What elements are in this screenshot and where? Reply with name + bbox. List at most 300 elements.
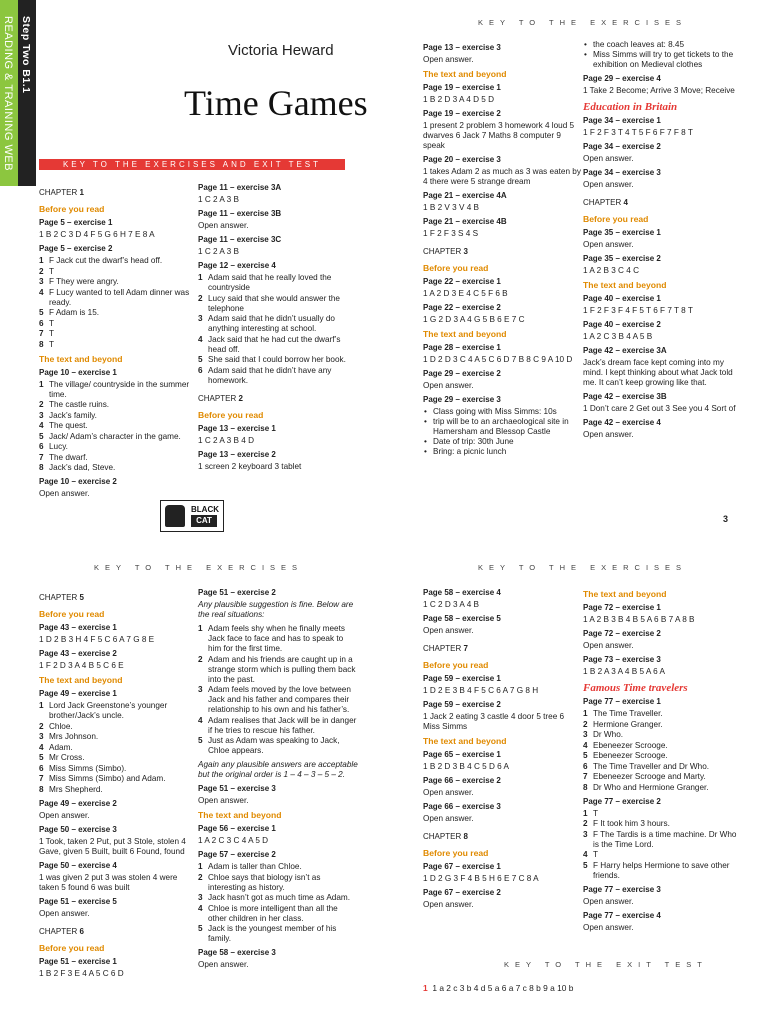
list-item — [39, 774, 199, 784]
numbered-list — [583, 809, 743, 881]
bullet-item: • Miss Simms will try to get tickets to the exhibition on Medieval clothes — [583, 50, 743, 70]
exercise-heading: Page 51 – exercise 1 — [39, 956, 117, 966]
list-item-number: 5 — [198, 736, 203, 745]
list-item-number: 1 — [198, 624, 203, 633]
answer-text: 1 Jack 2 eating 3 castle 4 door 5 tree 6 Miss Simms — [423, 712, 565, 731]
chapter-number: 2 — [238, 393, 243, 403]
answer-text: Open answer. — [198, 221, 249, 230]
list-item-number: 2 — [39, 400, 44, 409]
exercise-heading: Page 13 – exercise 2 — [198, 449, 276, 459]
list-item — [198, 273, 358, 293]
list-item — [198, 873, 358, 893]
list-item-number: 2 — [198, 872, 203, 882]
list-item-text: Adam is taller than Chloe. — [208, 862, 302, 871]
list-item-text: Chloe says that biology isn’t as interesting as history. — [208, 872, 321, 892]
list-item — [198, 366, 358, 386]
chapter-label: CHAPTER — [39, 188, 78, 197]
list-item — [39, 743, 199, 753]
list-item-number: 5 — [39, 753, 44, 762]
list-item-number: 7 — [583, 772, 588, 781]
exercise-heading: Page 21 – exercise 4B — [423, 217, 507, 226]
chapter-label: CHAPTER — [423, 644, 462, 653]
answer-text: 1 F 2 D 3 A 4 B 5 C 6 E — [39, 661, 124, 670]
exercise-heading: Page 34 – exercise 2 — [583, 142, 661, 151]
answer-text: Open answer. — [39, 810, 90, 820]
numbered-list — [198, 273, 358, 386]
feature-heading: Famous Time travelers — [583, 682, 688, 694]
exercise-heading: Page 51 – exercise 3 — [198, 784, 276, 793]
answer-text: Open answer. — [423, 900, 474, 909]
list-item-text: Adam said that he didn’t usually do anything interesting at school. — [208, 314, 335, 333]
answer-text: 1 D 2 G 3 F 4 B 5 H 6 E 7 C 8 A — [423, 874, 539, 883]
list-item-number: 4 — [198, 903, 203, 913]
exercise-heading: Page 22 – exercise 1 — [423, 277, 501, 286]
list-item — [198, 904, 358, 924]
list-item — [583, 850, 743, 860]
list-item-text: The Time Traveller. — [593, 709, 663, 718]
answer-text: 1 F 2 F 3 F 4 F 5 T 6 F 7 T 8 T — [583, 306, 693, 315]
answer-text: 1 takes Adam 2 as much as 3 was eaten by 4 there were 5 strange dream — [423, 167, 581, 186]
list-item-text: Miss Simms (Simbo) and Adam. — [49, 774, 166, 783]
list-item-text: Chloe is more intelligent than all the other children in her class. — [208, 903, 338, 923]
list-item — [583, 809, 743, 819]
section-heading: The text and beyond — [423, 736, 507, 746]
list-item-text: The quest. — [49, 421, 88, 430]
section-heading: Before you read — [39, 942, 105, 953]
answer-text: 1 Take 2 Become; Arrive 3 Move; Receive — [583, 86, 735, 95]
bullet-item: • Class going with Miss Simms: 10s — [423, 407, 583, 417]
exercise-heading: Page 77 – exercise 2 — [583, 796, 661, 806]
list-item — [583, 830, 743, 850]
list-item-text: Ebeneezer Scrooge and Marty. — [593, 772, 706, 781]
list-item-text: Adam feels moved by the love between Jack and his father and compares their relationship to his own and his father’s. — [208, 685, 351, 714]
chapter-label: CHAPTER — [423, 247, 462, 256]
list-item-number: 5 — [583, 860, 588, 870]
bullet-item: • Date of trip: 30th June — [423, 437, 583, 447]
chapter-number: 5 — [79, 593, 84, 602]
list-item-text: Jack/ Adam’s character in the game. — [49, 431, 181, 441]
column-3 — [423, 40, 583, 461]
list-item-text: Hermione Granger. — [593, 719, 663, 729]
list-item-text: F Lucy wanted to tell Adam dinner was ready. — [49, 287, 190, 307]
list-item-text: Dr Who. — [593, 730, 624, 739]
list-item-text: Mr Cross. — [49, 753, 85, 762]
exercise-heading: Page 72 – exercise 1 — [583, 603, 661, 612]
list-item-text: The village/ countryside in the summer time. — [49, 379, 190, 399]
section-heading: The text and beyond — [423, 329, 507, 339]
list-item — [583, 709, 743, 719]
list-item — [39, 722, 199, 732]
list-item-number: 2 — [583, 719, 588, 729]
section-heading: Before you read — [423, 660, 489, 670]
cat-icon — [165, 505, 185, 527]
exercise-heading: Page 66 – exercise 2 — [423, 776, 501, 785]
exercise-heading: Page 57 – exercise 2 — [198, 850, 276, 859]
note-text: Any plausible suggestion is fine. Below are the real situations: — [198, 600, 354, 619]
list-item — [39, 701, 199, 721]
list-item-number: 1 — [39, 701, 44, 710]
answer-text: 1 A 2 C 3 B 4 A 5 B — [583, 332, 653, 341]
column-8 — [583, 585, 743, 937]
chapter-heading — [583, 198, 743, 208]
list-item-number: 2 — [39, 266, 44, 276]
list-item — [583, 720, 743, 730]
answer-text: 1 B 2 D 3 B 4 C 5 D 6 A — [423, 762, 510, 771]
list-item-text: Mrs Johnson. — [49, 732, 99, 741]
exercise-heading: Page 65 – exercise 1 — [423, 750, 501, 759]
chapter-heading — [39, 188, 199, 198]
list-item-text: Jack said that he had cut the dwarf’s head off. — [208, 334, 341, 354]
list-item-text: Adam said that he really loved the countryside — [208, 273, 332, 292]
list-item-number: 2 — [583, 819, 588, 828]
list-item — [39, 411, 199, 421]
answer-text: 1 A 2 C 3 C 4 A 5 D — [198, 836, 269, 845]
list-item — [39, 308, 199, 318]
numbered-list — [39, 701, 199, 795]
list-item-text: The castle ruins. — [49, 400, 110, 409]
exercise-heading: Page 19 – exercise 2 — [423, 109, 501, 118]
chapter-number: 6 — [79, 926, 84, 936]
list-item — [39, 329, 199, 339]
exercise-heading: Page 73 – exercise 3 — [583, 655, 661, 664]
list-item-number: 8 — [39, 784, 44, 794]
list-item — [198, 716, 358, 736]
chapter-heading — [423, 644, 583, 654]
list-item-number: 6 — [39, 318, 44, 328]
list-item-number: 1 — [39, 256, 44, 265]
list-item — [198, 314, 358, 334]
chapter-number: 3 — [463, 247, 468, 256]
list-item-number: 1 — [198, 273, 203, 282]
exercise-heading: Page 43 – exercise 2 — [39, 649, 117, 658]
list-item-number: 3 — [39, 277, 44, 286]
column-1 — [39, 180, 199, 503]
bullet-list — [583, 40, 743, 70]
bullet-item: • trip will be to an archaeological site in Hamersham and Blessop Castle — [423, 417, 583, 437]
exercise-heading: Page 34 – exercise 3 — [583, 168, 661, 177]
answer-text: Open answer. — [423, 55, 474, 64]
list-item — [198, 685, 358, 715]
list-item-text: F Adam is 15. — [49, 308, 100, 317]
list-item — [39, 785, 199, 795]
answer-text: Open answer. — [583, 922, 634, 932]
section-heading: Before you read — [423, 848, 489, 858]
list-item — [198, 736, 358, 756]
list-item-number: 6 — [198, 365, 203, 375]
chapter-label: CHAPTER — [198, 393, 237, 403]
list-item-text: T — [49, 339, 55, 349]
side-tab-level: Step Two B1.1 — [20, 16, 32, 94]
list-item-number: 4 — [198, 334, 203, 344]
list-item-number: 4 — [583, 740, 588, 750]
list-item — [198, 294, 358, 314]
exercise-heading: Page 51 – exercise 5 — [39, 896, 117, 906]
author-name: Victoria Heward — [228, 42, 334, 59]
exercise-heading: Page 22 – exercise 2 — [423, 303, 501, 312]
exercise-heading: Page 42 – exercise 3B — [583, 392, 667, 401]
list-item-text: Miss Simms (Simbo). — [49, 763, 127, 773]
exercise-heading: Page 10 – exercise 2 — [39, 477, 117, 486]
chapter-heading — [198, 394, 358, 404]
list-item-number: 6 — [583, 761, 588, 771]
list-item — [583, 819, 743, 829]
list-item-number: 8 — [39, 463, 44, 472]
list-item — [39, 277, 199, 287]
list-item — [583, 783, 743, 793]
list-item-number: 5 — [39, 431, 44, 441]
list-item-text: Dr Who and Hermione Granger. — [593, 782, 709, 792]
list-item — [583, 861, 743, 881]
exercise-heading: Page 66 – exercise 3 — [423, 802, 501, 811]
exit-test-answer-text: 1 a 2 c 3 b 4 d 5 a 6 a 7 c 8 b 9 a 10 b — [432, 983, 574, 993]
list-item-number: 8 — [39, 339, 44, 349]
list-item-text: T — [49, 329, 55, 338]
list-item-text: Ebeneezer Scrooge. — [593, 740, 668, 750]
list-item-text: Lucy. — [49, 442, 68, 451]
list-item-text: Mrs Shepherd. — [49, 784, 103, 794]
page-header-bottom-right: KEY TO THE EXERCISES — [478, 563, 688, 572]
list-item-text: Chloe. — [49, 721, 73, 731]
list-item-text: Jack hasn’t got as much time as Adam. — [208, 893, 350, 902]
list-item — [583, 772, 743, 782]
list-item-number: 3 — [583, 829, 588, 839]
exercise-heading: Page 58 – exercise 4 — [423, 588, 501, 597]
list-item-text: Jack’s family. — [49, 410, 97, 420]
exercise-heading: Page 29 – exercise 3 — [423, 395, 501, 404]
exercise-heading: Page 59 – exercise 1 — [423, 674, 501, 683]
chapter-heading — [39, 927, 199, 937]
chapter-number: 1 — [79, 188, 84, 197]
answer-text: 1 F 2 F 3 S 4 S — [423, 229, 479, 238]
section-heading: Before you read — [39, 609, 105, 619]
answer-text: 1 C 2 A 3 B — [198, 247, 239, 256]
list-item — [583, 730, 743, 740]
bullet-item: • the coach leaves at: 8.45 — [583, 40, 743, 50]
list-item-number: 6 — [39, 763, 44, 773]
bullet-item: • Bring: a picnic lunch — [423, 447, 583, 457]
numbered-list — [39, 380, 199, 474]
side-tab — [0, 0, 36, 186]
list-item-number: 2 — [198, 654, 203, 664]
list-item-text: F It took him 3 hours. — [593, 819, 670, 828]
answer-text: 1 D 2 E 3 B 4 F 5 C 6 A 7 G 8 H — [423, 686, 539, 695]
list-item — [39, 400, 199, 410]
exercise-heading: Page 11 – exercise 3C — [198, 235, 282, 244]
answer-text: Open answer. — [198, 960, 249, 969]
list-item — [198, 924, 358, 944]
exercise-heading: Page 19 – exercise 1 — [423, 83, 501, 92]
list-item-number: 4 — [583, 850, 588, 859]
exercise-heading: Page 67 – exercise 1 — [423, 862, 501, 871]
list-item-number: 3 — [39, 732, 44, 741]
exercise-heading: Page 40 – exercise 1 — [583, 294, 661, 303]
list-item-text: Lucy said that she would answer the telephone — [208, 293, 340, 313]
answer-text: 1 A 2 B 3 C 4 C — [583, 266, 639, 275]
list-item-number: 7 — [39, 329, 44, 338]
page-header-top: KEY TO THE EXERCISES — [478, 18, 688, 27]
list-item-number: 5 — [583, 751, 588, 760]
exercise-heading: Page 58 – exercise 5 — [423, 614, 501, 623]
section-heading: The text and beyond — [198, 810, 282, 820]
book-title: Time Games — [184, 83, 368, 123]
list-item-number: 4 — [39, 287, 44, 297]
list-item-text: She said that I could borrow her book. — [208, 355, 346, 364]
list-item-text: Adam and his friends are caught up in a strange storm which is pulling them back into the past. — [208, 654, 356, 684]
list-item — [198, 893, 358, 903]
list-item-text: The dwarf. — [49, 452, 88, 462]
logo-text-bottom: CAT — [191, 515, 217, 527]
chapter-label: CHAPTER — [583, 198, 622, 207]
answer-text: 1 C 2 A 3 B 4 D — [198, 435, 254, 445]
section-heading: The text and beyond — [583, 589, 667, 599]
column-6 — [198, 585, 358, 974]
answer-text: Open answer. — [583, 430, 634, 439]
list-item — [39, 732, 199, 742]
list-item-number: 1 — [39, 379, 44, 389]
list-item — [39, 421, 199, 431]
list-item-text: Adam said that he didn’t have any homework. — [208, 365, 332, 385]
column-4 — [583, 40, 743, 444]
list-item-number: 3 — [39, 410, 44, 420]
section-heading: The text and beyond — [583, 280, 667, 290]
page-number: 3 — [723, 514, 729, 524]
exercise-heading: Page 21 – exercise 4A — [423, 191, 507, 200]
list-item — [583, 751, 743, 761]
list-item — [39, 340, 199, 350]
exercise-heading: Page 58 – exercise 3 — [198, 948, 276, 957]
list-item-text: F The Tardis is a time machine. Dr Who is the Time Lord. — [593, 829, 737, 849]
list-item-text: Just as Adam was speaking to Jack, Chloe appears. — [208, 736, 340, 755]
list-item-text: F Jack cut the dwarf’s head off. — [49, 256, 163, 265]
chapter-label: CHAPTER — [39, 593, 78, 602]
list-item-number: 8 — [583, 782, 588, 792]
list-item-number: 6 — [39, 442, 44, 451]
answer-text: Open answer. — [583, 641, 634, 650]
answer-text: 1 B 2 C 3 D 4 F 5 G 6 H 7 E 8 A — [39, 230, 155, 239]
note-text: Again any plausible answers are acceptable but the original order is 1 – 4 – 3 – 5 – 2. — [198, 760, 358, 779]
answer-text: Open answer. — [423, 788, 474, 797]
exercise-heading: Page 77 – exercise 4 — [583, 910, 661, 920]
exit-test-answers — [423, 983, 573, 993]
list-item-number: 7 — [39, 452, 44, 462]
list-item-text: Adam feels shy when he finally meets Jack face to face and has to speak to him for the first time. — [208, 624, 345, 653]
section-heading: The text and beyond — [423, 69, 507, 79]
list-item-number: 2 — [198, 293, 203, 303]
answer-text: Open answer. — [423, 626, 474, 635]
answer-text: 1 B 2 A 3 A 4 B 5 A 6 A — [583, 667, 665, 676]
exercise-heading: Page 35 – exercise 1 — [583, 228, 661, 237]
exercise-heading: Page 13 – exercise 1 — [198, 423, 276, 433]
side-tab-series: READING & TRAINING WEB — [2, 16, 14, 172]
exit-test-number: 1 — [423, 983, 428, 993]
list-item-text: T — [49, 318, 55, 328]
list-item-text: Adam. — [49, 742, 73, 752]
list-item-text: F They were angry. — [49, 277, 119, 286]
chapter-heading — [423, 832, 583, 842]
feature-heading: Education in Britain — [583, 101, 678, 113]
answer-text: Open answer. — [583, 240, 634, 249]
list-item — [39, 753, 199, 763]
exercise-heading: Page 12 – exercise 4 — [198, 261, 276, 270]
chapter-heading — [39, 593, 199, 603]
list-item — [198, 862, 358, 872]
list-item-number: 7 — [39, 774, 44, 783]
list-item-number: 1 — [583, 709, 588, 718]
answer-text: 1 B 2 F 3 E 4 A 5 C 6 D — [39, 968, 124, 978]
exercise-heading: Page 5 – exercise 1 — [39, 218, 113, 227]
list-item-text: The Time Traveller and Dr Who. — [593, 761, 710, 771]
exercise-heading: Page 59 – exercise 2 — [423, 700, 501, 709]
exercise-heading: Page 56 – exercise 1 — [198, 824, 276, 833]
answer-text: 1 present 2 problem 3 homework 4 loud 5 dwarves 6 Jack 7 Maths 8 computer 9 speak — [423, 121, 575, 150]
list-item — [39, 764, 199, 774]
page-header-bottom-left: KEY TO THE EXERCISES — [94, 563, 304, 572]
answer-text: 1 A 2 D 3 E 4 C 5 F 6 B — [423, 289, 508, 298]
answer-text: 1 G 2 D 3 A 4 G 5 B 6 E 7 C — [423, 315, 525, 324]
list-item — [39, 463, 199, 473]
list-item-number: 3 — [198, 893, 203, 902]
list-item — [198, 335, 358, 355]
chapter-number: 8 — [463, 832, 468, 841]
exercise-heading: Page 77 – exercise 1 — [583, 697, 661, 706]
exercise-heading: Page 49 – exercise 2 — [39, 798, 117, 808]
key-bar: KEY TO THE EXERCISES AND EXIT TEST — [39, 159, 345, 170]
exercise-heading: Page 5 – exercise 2 — [39, 244, 113, 253]
answer-text: Open answer. — [39, 489, 90, 498]
list-item — [39, 256, 199, 266]
list-item-number: 3 — [198, 685, 203, 694]
list-item — [39, 380, 199, 400]
exercise-heading: Page 11 – exercise 3A — [198, 183, 282, 192]
list-item-text: T — [593, 850, 599, 859]
answer-text: 1 B 2 V 3 V 4 B — [423, 203, 479, 212]
answer-text: 1 D 2 B 3 H 4 F 5 C 6 A 7 G 8 E — [39, 635, 155, 644]
exercise-heading: Page 20 – exercise 3 — [423, 155, 501, 164]
exercise-heading: Page 29 – exercise 2 — [423, 369, 501, 378]
section-heading: The text and beyond — [39, 353, 123, 364]
exercise-heading: Page 35 – exercise 2 — [583, 254, 661, 263]
list-item-text: Lord Jack Greenstone’s younger brother/Jack’s uncle. — [49, 701, 168, 720]
exercise-heading: Page 40 – exercise 2 — [583, 320, 661, 329]
exercise-heading: Page 77 – exercise 3 — [583, 884, 661, 894]
list-item — [198, 655, 358, 685]
list-item — [39, 288, 199, 308]
list-item-number: 3 — [198, 314, 203, 323]
chapter-number: 4 — [623, 198, 628, 207]
section-heading: The text and beyond — [39, 675, 123, 685]
exercise-heading: Page 42 – exercise 3A — [583, 346, 667, 355]
list-item — [198, 355, 358, 365]
chapter-label: CHAPTER — [423, 832, 462, 841]
list-item — [39, 319, 199, 329]
chapter-heading — [423, 247, 583, 257]
exercise-heading: Page 42 – exercise 4 — [583, 418, 661, 427]
list-item-text: T — [49, 266, 55, 276]
list-item-number: 5 — [198, 924, 203, 933]
column-2 — [198, 180, 358, 476]
exercise-heading: Page 43 – exercise 1 — [39, 623, 117, 632]
exercise-heading: Page 67 – exercise 2 — [423, 888, 501, 897]
exercise-heading: Page 49 – exercise 1 — [39, 689, 117, 698]
exercise-heading: Page 34 – exercise 1 — [583, 116, 661, 125]
answer-text: 1 Don’t care 2 Get out 3 See you 4 Sort of — [583, 404, 736, 413]
exercise-heading: Page 50 – exercise 4 — [39, 860, 117, 870]
list-item-number: 3 — [583, 730, 588, 739]
numbered-list — [39, 256, 199, 350]
answer-text: Open answer. — [583, 180, 634, 189]
list-item-number: 5 — [198, 355, 203, 364]
list-item-number: 1 — [583, 808, 588, 818]
